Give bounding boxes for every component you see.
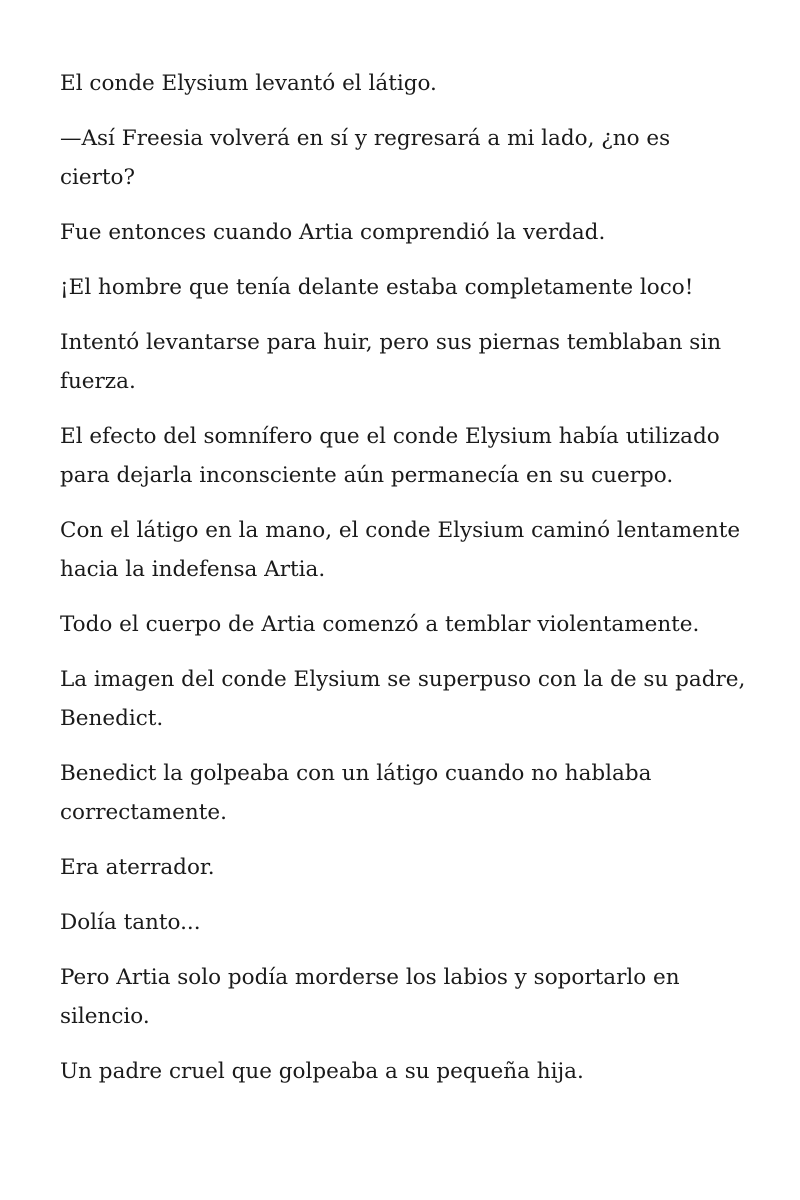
paragraph: Benedict la golpeaba con un látigo cuando no hablaba correctamente. bbox=[60, 761, 652, 825]
paragraph: La imagen del conde Elysium se superpuso con la de su padre, Benedict. bbox=[60, 667, 746, 731]
paragraph: Era aterrador. bbox=[60, 855, 215, 880]
paragraph: Fue entonces cuando Artia comprendió la verdad. bbox=[60, 220, 606, 245]
paragraph: Un padre cruel que golpeaba a su pequeña hija. bbox=[60, 1059, 584, 1084]
paragraph: El conde Elysium levantó el látigo. bbox=[60, 71, 437, 96]
paragraph: Intentó levantarse para huir, pero sus piernas temblaban sin fuerza. bbox=[60, 330, 722, 394]
paragraph: El efecto del somnífero que el conde Elysium había utilizado para dejarla inconsciente aún permanecía en su cuerpo. bbox=[60, 424, 720, 488]
paragraph: —Así Freesia volverá en sí y regresará a mi lado, ¿no es cierto? bbox=[60, 126, 671, 190]
paragraph: Todo el cuerpo de Artia comenzó a temblar violentamente. bbox=[60, 612, 700, 637]
paragraph: Dolía tanto... bbox=[60, 910, 201, 935]
reading-page bbox=[60, 64, 750, 1107]
paragraph: Con el látigo en la mano, el conde Elysium caminó lentamente hacia la indefensa Artia. bbox=[60, 518, 741, 582]
paragraph: ¡El hombre que tenía delante estaba completamente loco! bbox=[60, 275, 694, 300]
paragraph: Pero Artia solo podía morderse los labios y soportarlo en silencio. bbox=[60, 965, 680, 1029]
